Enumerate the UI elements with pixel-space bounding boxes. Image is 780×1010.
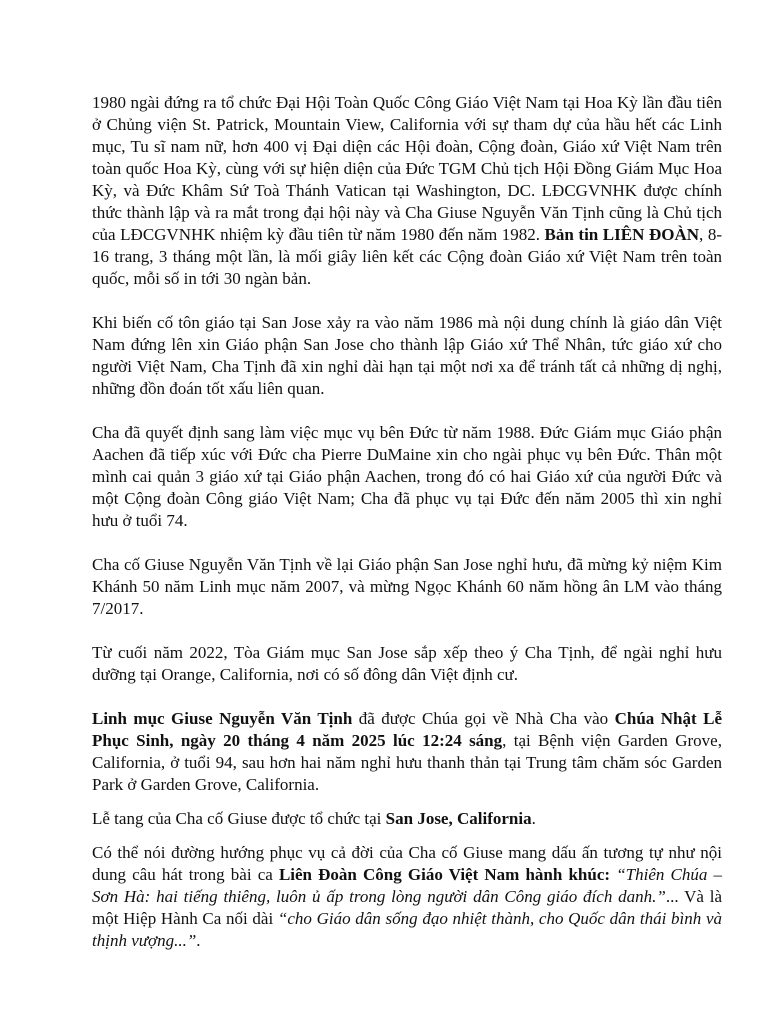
- p1-newsletter-title: Bản tin LIÊN ĐOÀN: [544, 225, 699, 244]
- paragraph-funeral: [92, 808, 722, 830]
- paragraph-passing: [92, 708, 722, 796]
- p6-text-b: đã được Chúa gọi về Nhà Cha vào: [352, 709, 615, 728]
- paragraph-retirement-jubilees: Cha cố Giuse Nguyễn Văn Tịnh về lại Giáo phận San Jose nghỉ hưu, đã mừng kỷ niệm Kim Khánh 50 năm Linh mục năm 2007, và mừng Ngọc Khánh 60 năm hồng ân LM vào tháng 7/2017.: [92, 555, 722, 618]
- paragraph-germany-ministry: Cha đã quyết định sang làm việc mục vụ bên Đức từ năm 1988. Đức Giám mục Giáo phận Aachen đã tiếp xúc với Đức cha Pierre DuMaine xin cho ngài phục vụ bên Đức. Thân một mình cai quản 3 giáo xứ tại Giáo phận Aachen, trong đó có hai Giáo xứ của người Đức và một Cộng đoàn Công giáo Việt Nam; Cha đã phục vụ tại Đức đến năm 2005 thì xin nghỉ hưu ở tuổi 74.: [92, 423, 722, 530]
- p7-location: San Jose, California: [385, 809, 532, 828]
- paragraph-orange-retirement: Từ cuối năm 2022, Tòa Giám mục San Jose sắp xếp theo ý Cha Tịnh, để ngài nghỉ hưu dưỡng tại Orange, California, nơi có số đông dân Việt định cư.: [92, 643, 722, 684]
- p8-text-g: .: [196, 931, 201, 950]
- p8-hymn-quote-2: “cho Giáo dân sống đạo nhiệt thành, cho Quốc dân thái bình và thịnh vượng...”: [92, 909, 722, 950]
- p8-text-a: Có thể nói đường hướng phục vụ cả đời của Cha cố Giuse mang dấu ấn tương tự như nội dung câu hát trong bài ca: [92, 843, 722, 884]
- p6-priest-name: Linh mục Giuse Nguyễn Văn Tịnh: [92, 709, 353, 728]
- p6-date: Chúa Nhật Lễ Phục Sinh, ngày 20 tháng 4 năm 2025 lúc 12:24 sáng: [92, 709, 723, 750]
- paragraph-1986-san-jose: Khi biến cố tôn giáo tại San Jose xảy ra vào năm 1986 mà nội dung chính là giáo dân Việt Nam đứng lên xin Giáo phận San Jose cho thành lập Giáo xứ Thể Nhân, tức giáo xứ cho người Việt Nam, Cha Tịnh đã xin nghỉ dài hạn tại một nơi xa để tránh tất cả những dị nghị, những đồn đoán tốt xấu liên quan.: [92, 313, 722, 398]
- p1-text-c: , 8-16 trang, 3 tháng một lần, là mối giây liên kết các Cộng đoàn Giáo xứ Việt Nam trên toàn quốc, mỗi số in tới 30 ngàn bản.: [92, 225, 722, 288]
- p8-hymn-quote-1: “Thiên Chúa – Sơn Hà: hai tiếng thiêng, luôn ủ ấp trong lòng người dân Công giáo đích danh.”: [92, 865, 722, 906]
- p8-hymn-title: Liên Đoàn Công Giáo Việt Nam hành khúc:: [278, 865, 611, 884]
- paragraph-legacy: [92, 842, 722, 952]
- p7-text-c: .: [531, 809, 536, 828]
- p1-text-a: 1980 ngài đứng ra tổ chức Đại Hội Toàn Quốc Công Giáo Việt Nam tại Hoa Kỳ lần đầu tiên ở Chủng viện St. Patrick, Mountain View, California với sự tham dự của hầu hết các Linh mục, Tu sĩ nam nữ, hơn 400 vị Đại diện các Hội đoàn, Cộng đoàn, Giáo xứ Việt Nam trên toàn quốc Hoa Kỳ, cùng với sự hiện diện của Đức TGM Chủ tịch Hội Đồng Giám Mục Hoa Kỳ, và Đức Khâm Sứ Toà Thánh Vatican tại Washington, DC. LĐCGVNHK được chính thức thành lập và ra mắt trong đại hội này và Cha Giuse Nguyễn Văn Tịnh cũng là Chủ tịch của LĐCGVNHK nhiệm kỳ đầu tiên từ năm 1980 đến năm 1982.: [92, 93, 722, 244]
- p8-text-e: ... Và là một Hiệp Hành Ca nối dài: [92, 887, 722, 928]
- p6-text-d: , tại Bệnh viện Garden Grove, California, ở tuổi 94, sau hơn hai năm nghỉ hưu thanh thản tại Trung tâm chăm sóc Garden Park ở Garden Grove, California.: [92, 731, 722, 794]
- paragraph-1980-congress: [92, 92, 722, 290]
- p7-text-a: Lễ tang của Cha cố Giuse được tổ chức tại: [92, 809, 386, 828]
